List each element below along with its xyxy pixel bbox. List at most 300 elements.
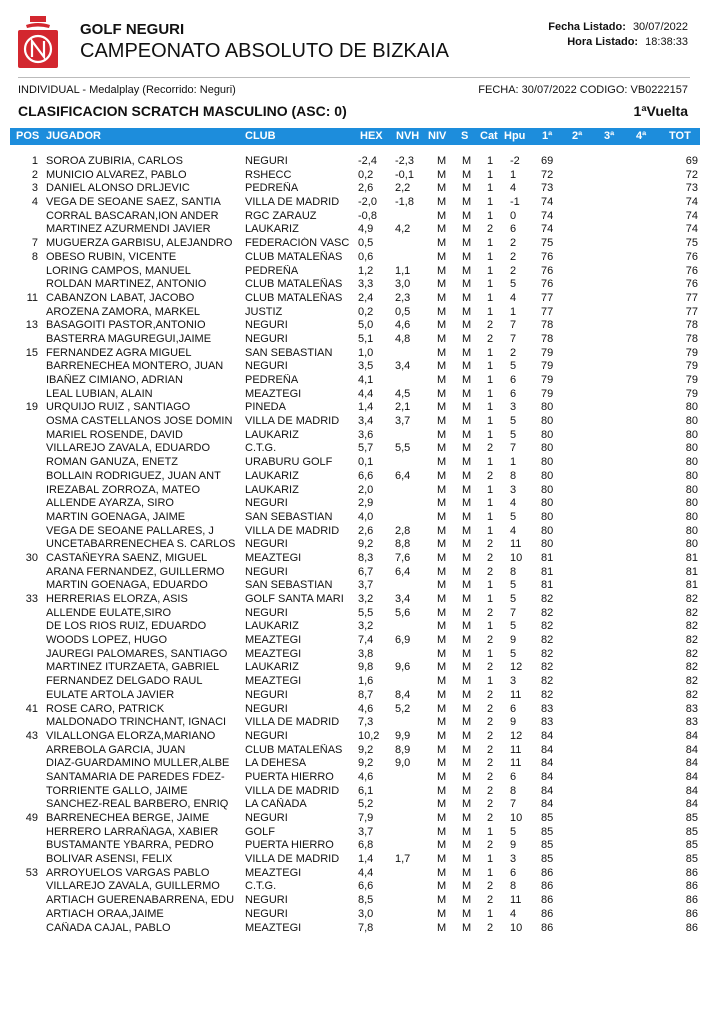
row-total: 83 — [685, 702, 698, 715]
row-club: CLUB MATALEÑAS — [245, 278, 343, 291]
row-club: LAUKARIZ — [245, 661, 299, 674]
row-total: 80 — [685, 401, 698, 414]
row-hex: 0,6 — [358, 250, 374, 263]
row-club: NEGURI — [245, 565, 288, 578]
row-total: 80 — [685, 497, 698, 510]
row-hpu: 12 — [510, 729, 523, 742]
row-niv: M — [437, 729, 447, 742]
row-niv: M — [437, 346, 447, 359]
col-club: CLUB — [245, 130, 276, 142]
row-club: LA CAÑADA — [245, 798, 307, 811]
row-total: 74 — [685, 196, 698, 209]
row-pos: 19 — [25, 401, 38, 414]
row-nvh: 4,8 — [395, 332, 411, 345]
row-club: JUSTIZ — [245, 305, 283, 318]
row-hpu: 4 — [510, 291, 517, 304]
row-hpu: 1 — [510, 456, 517, 469]
row-hex: 7,3 — [358, 716, 374, 729]
row-nvh: 9,0 — [395, 757, 411, 770]
row-hpu: 5 — [510, 415, 517, 428]
row-club: MEAZTEGI — [245, 387, 302, 400]
table-row — [10, 484, 700, 498]
row-club: C.T.G. — [245, 442, 277, 455]
row-total: 80 — [685, 456, 698, 469]
row-total: 82 — [685, 661, 698, 674]
row-cat: 1 — [487, 182, 494, 195]
table-row — [10, 785, 700, 799]
row-nvh: 3,4 — [395, 360, 411, 373]
row-player-name: ARROYUELOS VARGAS PABLO — [46, 866, 210, 879]
row-total: 82 — [685, 675, 698, 688]
row-niv: M — [437, 675, 447, 688]
row-total: 79 — [685, 387, 698, 400]
row-round-1: 74 — [541, 209, 554, 222]
row-sex: M — [462, 442, 472, 455]
row-hpu: -2 — [510, 155, 520, 167]
row-total: 80 — [685, 483, 698, 496]
row-cat: 1 — [487, 264, 494, 277]
row-club: VILLA DE MADRID — [245, 853, 340, 866]
row-hex: 3,2 — [358, 593, 374, 605]
table-row — [10, 853, 700, 867]
row-niv: M — [437, 319, 447, 332]
row-niv: M — [437, 716, 447, 729]
row-sex: M — [462, 675, 472, 688]
row-pos: 4 — [31, 196, 38, 209]
row-total: 79 — [685, 346, 698, 359]
row-niv: M — [437, 278, 447, 291]
row-nvh: 3,4 — [395, 593, 411, 605]
row-total: 84 — [685, 729, 698, 742]
row-player-name: MARIEL ROSENDE, DAVID — [46, 428, 183, 441]
row-hex: 1,0 — [358, 346, 374, 359]
row-player-name: HERRERO LARRAÑAGA, XABIER — [46, 825, 219, 838]
row-hpu: 7 — [510, 606, 517, 619]
row-cat: 1 — [487, 237, 494, 250]
row-cat: 1 — [487, 866, 494, 879]
row-nvh: 7,6 — [395, 551, 411, 564]
row-round-1: 78 — [541, 332, 554, 345]
row-club: MEAZTEGI — [245, 866, 302, 879]
row-cat: 1 — [487, 428, 494, 441]
row-niv: M — [437, 442, 447, 455]
row-hex: 8,7 — [358, 688, 374, 701]
row-club: NEGURI — [245, 538, 288, 551]
table-row — [10, 456, 700, 470]
row-hpu: 2 — [510, 250, 517, 263]
row-sex: M — [462, 278, 472, 291]
row-round-1: 80 — [541, 442, 554, 455]
row-sex: M — [462, 237, 472, 250]
row-niv: M — [437, 415, 447, 428]
row-hpu: 3 — [510, 401, 517, 414]
row-sex: M — [462, 620, 472, 633]
row-total: 84 — [685, 757, 698, 770]
row-pos: 2 — [31, 168, 38, 181]
table-row — [10, 388, 700, 402]
row-cat: 2 — [487, 565, 494, 578]
row-total: 80 — [685, 524, 698, 537]
table-row — [10, 538, 700, 552]
row-total: 76 — [685, 264, 698, 277]
row-nvh: 6,4 — [395, 565, 411, 578]
row-cat: 1 — [487, 209, 494, 222]
col-round-2: 2ª — [572, 130, 583, 142]
row-niv: M — [437, 291, 447, 304]
row-round-1: 84 — [541, 770, 554, 783]
row-hex: 3,7 — [358, 579, 374, 592]
row-sex: M — [462, 798, 472, 811]
row-sex: M — [462, 428, 472, 441]
row-sex: M — [462, 894, 472, 907]
row-hpu: 6 — [510, 770, 517, 783]
row-total: 76 — [685, 278, 698, 291]
row-player-name: TORRIENTE GALLO, JAIME — [46, 784, 188, 797]
row-hex: 3,5 — [358, 360, 374, 373]
table-row — [10, 265, 700, 279]
row-hex: 8,3 — [358, 551, 374, 564]
row-round-1: 82 — [541, 688, 554, 701]
row-total: 80 — [685, 415, 698, 428]
row-player-name: ARTIACH ORAA,JAIME — [46, 907, 164, 920]
row-hpu: 0 — [510, 209, 517, 222]
row-sex: M — [462, 593, 472, 605]
row-player-name: CAÑADA CAJAL, PABLO — [46, 921, 171, 934]
row-club: NEGURI — [245, 606, 288, 619]
row-player-name: CASTAÑEYRA SAENZ, MIGUEL — [46, 551, 208, 564]
table-row — [10, 442, 700, 456]
row-round-1: 86 — [541, 921, 554, 934]
row-niv: M — [437, 264, 447, 277]
row-total: 81 — [685, 551, 698, 564]
table-row — [10, 155, 700, 169]
row-nvh: 6,4 — [395, 469, 411, 482]
row-hpu: 2 — [510, 264, 517, 277]
row-niv: M — [437, 593, 447, 605]
row-round-1: 74 — [541, 196, 554, 209]
table-row — [10, 306, 700, 320]
row-player-name: EULATE ARTOLA JAVIER — [46, 688, 175, 701]
row-niv: M — [437, 401, 447, 414]
row-cat: 1 — [487, 346, 494, 359]
row-cat: 2 — [487, 442, 494, 455]
row-nvh: 2,1 — [395, 401, 411, 414]
row-total: 77 — [685, 291, 698, 304]
row-niv: M — [437, 770, 447, 783]
row-round-1: 80 — [541, 428, 554, 441]
row-hex: 7,4 — [358, 634, 374, 647]
row-niv: M — [437, 647, 447, 660]
row-player-name: WOODS LOPEZ, HUGO — [46, 634, 168, 647]
row-cat: 1 — [487, 278, 494, 291]
row-niv: M — [437, 250, 447, 263]
row-niv: M — [437, 784, 447, 797]
row-total: 84 — [685, 743, 698, 756]
row-sex: M — [462, 743, 472, 756]
table-row — [10, 237, 700, 251]
row-total: 85 — [685, 853, 698, 866]
table-row — [10, 826, 700, 840]
row-cat: 1 — [487, 250, 494, 263]
col-jugador: JUGADOR — [46, 130, 102, 142]
row-niv: M — [437, 196, 447, 209]
row-hex: 9,2 — [358, 757, 374, 770]
row-total: 69 — [685, 155, 698, 167]
row-nvh: 5,2 — [395, 702, 411, 715]
row-nvh: -0,1 — [395, 168, 414, 181]
row-player-name: MARTIN GOENAGA, JAIME — [46, 510, 186, 523]
row-sex: M — [462, 661, 472, 674]
row-sex: M — [462, 401, 472, 414]
golf-neguri-logo — [18, 16, 58, 68]
row-cat: 1 — [487, 907, 494, 920]
row-hex: -2,4 — [358, 155, 377, 167]
row-round-1: 86 — [541, 907, 554, 920]
row-niv: M — [437, 155, 447, 167]
row-nvh: 4,2 — [395, 223, 411, 236]
row-hpu: 6 — [510, 223, 517, 236]
row-cat: 1 — [487, 825, 494, 838]
row-total: 82 — [685, 647, 698, 660]
row-total: 80 — [685, 428, 698, 441]
row-club: PEDREÑA — [245, 182, 299, 195]
row-club: NEGURI — [245, 497, 288, 510]
competition-mode: INDIVIDUAL - Medalplay (Recorrido: Neguri) — [18, 84, 236, 96]
row-hex: 3,6 — [358, 428, 374, 441]
row-hpu: 3 — [510, 483, 517, 496]
row-cat: 2 — [487, 634, 494, 647]
row-niv: M — [437, 620, 447, 633]
row-nvh: -1,8 — [395, 196, 414, 209]
row-cat: 2 — [487, 729, 494, 742]
row-player-name: MARTINEZ AZURMENDI JAVIER — [46, 223, 211, 236]
row-player-name: ARANA FERNANDEZ, GUILLERMO — [46, 565, 225, 578]
row-cat: 2 — [487, 716, 494, 729]
row-hex: 2,6 — [358, 182, 374, 195]
row-player-name: FERNANDEZ AGRA MIGUEL — [46, 346, 192, 359]
row-hex: 3,4 — [358, 415, 374, 428]
row-club: MEAZTEGI — [245, 675, 302, 688]
row-sex: M — [462, 647, 472, 660]
row-player-name: SOROA ZUBIRIA, CARLOS — [46, 155, 183, 167]
row-sex: M — [462, 702, 472, 715]
row-hpu: 11 — [510, 538, 522, 551]
row-hex: 5,5 — [358, 606, 374, 619]
row-sex: M — [462, 264, 472, 277]
row-sex: M — [462, 319, 472, 332]
row-club: SAN SEBASTIAN — [245, 346, 333, 359]
row-hpu: 5 — [510, 278, 517, 291]
row-hex: 2,4 — [358, 291, 374, 304]
row-pos: 41 — [25, 702, 38, 715]
row-player-name: SANCHEZ-REAL BARBERO, ENRIQ — [46, 798, 229, 811]
row-hex: 6,1 — [358, 784, 374, 797]
table-row — [10, 429, 700, 443]
row-player-name: SANTAMARIA DE PAREDES FDEZ- — [46, 770, 225, 783]
row-round-1: 80 — [541, 401, 554, 414]
row-nvh: 2,2 — [395, 182, 411, 195]
row-round-1: 85 — [541, 853, 554, 866]
row-niv: M — [437, 825, 447, 838]
row-round-1: 84 — [541, 729, 554, 742]
table-row — [10, 347, 700, 361]
row-hpu: 5 — [510, 593, 517, 605]
table-row — [10, 661, 700, 675]
row-round-1: 73 — [541, 182, 554, 195]
table-row — [10, 703, 700, 717]
row-player-name: VILLAREJO ZAVALA, EDUARDO — [46, 442, 211, 455]
table-row — [10, 251, 700, 265]
row-club: VILLA DE MADRID — [245, 784, 340, 797]
col-round-1: 1ª — [542, 130, 553, 142]
table-row — [10, 182, 700, 196]
row-niv: M — [437, 223, 447, 236]
row-total: 82 — [685, 688, 698, 701]
row-total: 73 — [685, 182, 698, 195]
row-player-name: BOLIVAR ASENSI, FELIX — [46, 853, 173, 866]
row-niv: M — [437, 387, 447, 400]
row-cat: 2 — [487, 894, 494, 907]
row-cat: 2 — [487, 551, 494, 564]
row-hpu: 9 — [510, 839, 517, 852]
results-table — [10, 155, 700, 935]
row-club: LAUKARIZ — [245, 428, 299, 441]
row-round-1: 75 — [541, 237, 554, 250]
row-player-name: JAUREGI PALOMARES, SANTIAGO — [46, 647, 228, 660]
row-niv: M — [437, 538, 447, 551]
row-club: PUERTA HIERRO — [245, 770, 334, 783]
row-niv: M — [437, 880, 447, 893]
row-hpu: 1 — [510, 305, 517, 318]
table-row — [10, 607, 700, 621]
row-sex: M — [462, 907, 472, 920]
listing-meta — [548, 20, 688, 50]
row-round-1: 84 — [541, 798, 554, 811]
row-hpu: 11 — [510, 894, 522, 907]
fecha-listado-value: 30/07/2022 — [632, 21, 688, 33]
row-hex: 6,8 — [358, 839, 374, 852]
row-pos: 30 — [25, 551, 38, 564]
row-round-1: 72 — [541, 168, 554, 181]
row-niv: M — [437, 497, 447, 510]
table-row — [10, 319, 700, 333]
row-niv: M — [437, 866, 447, 879]
row-round-1: 84 — [541, 784, 554, 797]
row-round-1: 80 — [541, 497, 554, 510]
row-sex: M — [462, 415, 472, 428]
row-total: 85 — [685, 839, 698, 852]
row-hpu: 3 — [510, 675, 517, 688]
row-round-1: 82 — [541, 661, 554, 674]
row-hex: 5,1 — [358, 332, 374, 345]
row-sex: M — [462, 483, 472, 496]
row-sex: M — [462, 729, 472, 742]
row-total: 86 — [685, 907, 698, 920]
row-cat: 2 — [487, 319, 494, 332]
row-hpu: 7 — [510, 798, 517, 811]
row-player-name: FERNANDEZ DELGADO RAUL — [46, 675, 203, 688]
row-cat: 2 — [487, 606, 494, 619]
row-hex: 0,2 — [358, 305, 374, 318]
header-divider — [18, 77, 690, 78]
row-round-1: 85 — [541, 812, 554, 824]
row-player-name: AROZENA ZAMORA, MARKEL — [46, 305, 201, 318]
row-hpu: 10 — [510, 812, 523, 824]
row-total: 86 — [685, 894, 698, 907]
row-sex: M — [462, 168, 472, 181]
row-round-1: 80 — [541, 456, 554, 469]
row-nvh: 4,5 — [395, 387, 411, 400]
row-pos: 3 — [31, 182, 38, 195]
row-sex: M — [462, 825, 472, 838]
row-cat: 1 — [487, 168, 494, 181]
row-niv: M — [437, 688, 447, 701]
row-cat: 2 — [487, 688, 494, 701]
table-row — [10, 908, 700, 922]
row-hex: -2,0 — [358, 196, 377, 209]
row-pos: 15 — [25, 346, 38, 359]
row-round-1: 85 — [541, 825, 554, 838]
row-nvh: 8,4 — [395, 688, 411, 701]
row-total: 79 — [685, 374, 698, 386]
row-hex: 3,0 — [358, 907, 374, 920]
row-niv: M — [437, 456, 447, 469]
row-total: 77 — [685, 305, 698, 318]
row-player-name: MARTINEZ ITURZAETA, GABRIEL — [46, 661, 220, 674]
row-hpu: 6 — [510, 866, 517, 879]
row-sex: M — [462, 812, 472, 824]
table-row — [10, 196, 700, 210]
row-niv: M — [437, 374, 447, 386]
row-nvh: 8,9 — [395, 743, 411, 756]
col-nvh: NVH — [396, 130, 420, 142]
row-hex: 4,1 — [358, 374, 374, 386]
row-hpu: -1 — [510, 196, 520, 209]
row-sex: M — [462, 155, 472, 167]
row-niv: M — [437, 469, 447, 482]
row-player-name: MUNICIO ALVAREZ, PABLO — [46, 168, 187, 181]
row-player-name: MUGUERZA GARBISU, ALEJANDRO — [46, 237, 233, 250]
row-player-name: IREZABAL ZORROZA, MATEO — [46, 483, 201, 496]
row-cat: 2 — [487, 757, 494, 770]
table-row — [10, 566, 700, 580]
row-club: NEGURI — [245, 812, 288, 824]
row-hex: 5,7 — [358, 442, 374, 455]
row-niv: M — [437, 798, 447, 811]
row-hpu: 6 — [510, 387, 517, 400]
fecha-listado-label: Fecha Listado: — [548, 21, 626, 33]
row-club: MEAZTEGI — [245, 634, 302, 647]
row-club: LA DEHESA — [245, 757, 307, 770]
table-row — [10, 497, 700, 511]
row-niv: M — [437, 661, 447, 674]
row-cat: 1 — [487, 483, 494, 496]
row-round-1: 82 — [541, 620, 554, 633]
table-row — [10, 620, 700, 634]
row-player-name: HERRERIAS ELORZA, ASIS — [46, 593, 188, 605]
row-total: 75 — [685, 237, 698, 250]
row-hpu: 7 — [510, 332, 517, 345]
row-total: 74 — [685, 223, 698, 236]
row-player-name: MARTIN GOENAGA, EDUARDO — [46, 579, 208, 592]
row-niv: M — [437, 360, 447, 373]
row-club: NEGURI — [245, 729, 288, 742]
club-name: GOLF NEGURI — [80, 21, 185, 38]
row-niv: M — [437, 237, 447, 250]
row-hpu: 8 — [510, 469, 517, 482]
row-total: 76 — [685, 250, 698, 263]
row-cat: 1 — [487, 374, 494, 386]
